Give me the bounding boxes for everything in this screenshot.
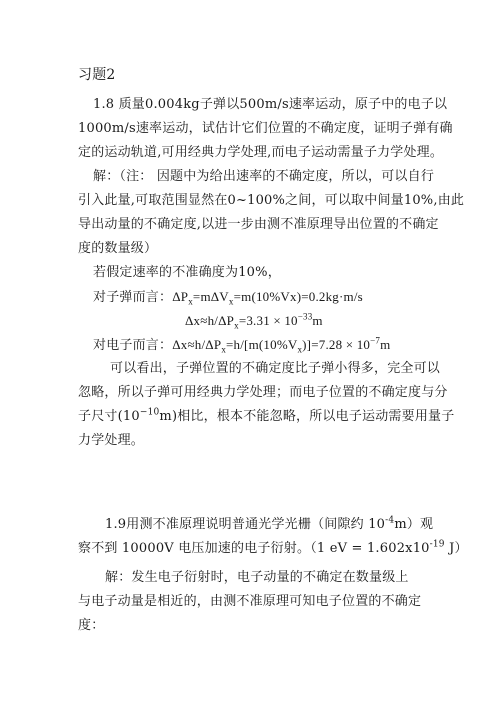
electron-prefix: 对电子而言： <box>93 337 173 352</box>
solution-2-line-1: 解：发生电子衍射时，电子动量的不确定在数量级上 <box>105 570 409 585</box>
problem-1-9-line-2 <box>78 540 468 558</box>
text-part: m）观 <box>394 517 434 532</box>
text-part: m)相比，根本不能忽略，所以电子运动需要用量子 <box>159 409 455 424</box>
eq-part: ΔP <box>172 289 189 304</box>
eq-part: Δx≈h/ΔP <box>185 313 235 328</box>
subscript-x: x <box>221 344 227 355</box>
exponent: −7 <box>370 335 381 346</box>
electron-position-equation <box>93 336 390 354</box>
eq-part: Δx≈h/ΔP <box>172 337 222 352</box>
bullet-momentum-equation <box>93 288 363 306</box>
subscript-x: x <box>228 296 234 307</box>
text-part: J） <box>444 541 468 556</box>
eq-part: )]=7.28 × 10 <box>302 337 371 352</box>
text-part: 1.9用测不准原理说明普通光学光栅（间隙约 10 <box>105 517 386 532</box>
exponent: −33 <box>297 311 313 322</box>
section-title: 习题2 <box>78 67 116 83</box>
solution-1-line-3: 导出动量的不确定度,以进一步由测不准原理导出位置的不确定 <box>78 217 439 232</box>
conclusion-line-2: 忽略，所以子弹可用经典力学处理；而电子位置的不确定度与分 <box>78 385 448 400</box>
bullet-position-equation <box>185 312 323 330</box>
problem-1-9-line-1 <box>105 516 433 534</box>
eq-part: =m(10%Vx)=0.2kg·m/s <box>233 289 363 304</box>
conclusion-line-4: 力学处理。 <box>78 433 145 448</box>
exponent: -4 <box>385 515 395 526</box>
conclusion-line-1: 可以看出，子弹位置的不确定度比子弹小得多，完全可以 <box>110 361 441 376</box>
solution-2-line-3: 度： <box>78 618 105 633</box>
solution-1-line-4: 度的数量级） <box>78 241 158 256</box>
problem-1-8-line-3: 定的运动轨道,可用经典力学处理,而电子运动需量子力学处理。 <box>78 145 444 160</box>
subscript-x: x <box>297 344 303 355</box>
assumption-line: 若假定速率的不准确度为10%， <box>93 265 281 280</box>
eq-part: =3.31 × 10 <box>238 313 298 328</box>
solution-2-line-2: 与电子动量是相近的，由测不准原理可知电子位置的不确定 <box>78 594 422 609</box>
bullet-prefix: 对子弹而言： <box>93 289 173 304</box>
problem-1-8-line-1: 1.8 质量0.004kg子弹以500m/s速率运动，原子中的电子以 <box>93 97 448 112</box>
text-part: 子尺寸(10 <box>78 409 140 424</box>
solution-1-line-1: 解：（注： 因题中为给出速率的不确定度，所以，可以自行 <box>93 169 435 184</box>
eq-part: =mΔV <box>192 289 229 304</box>
exponent: -19 <box>429 539 445 550</box>
text-part: 察不到 10000V 电压加速的电子衍射。（1 eV = 1.602x10 <box>78 541 430 556</box>
unit: m <box>380 337 391 352</box>
subscript-x: x <box>188 296 193 307</box>
problem-1-8-line-2: 1000m/s速率运动，试估计它们位置的不确定度，证明子弹有确 <box>78 121 453 136</box>
unit: m <box>312 313 323 328</box>
solution-1-line-2: 引入此量,可取范围显然在0~100%之间，可以取中间量10%,由此 <box>78 193 465 208</box>
exponent: −10 <box>139 407 160 418</box>
subscript-x: x <box>234 320 239 331</box>
eq-part: =h/[m(10%V <box>226 337 298 352</box>
conclusion-line-3 <box>78 408 454 426</box>
